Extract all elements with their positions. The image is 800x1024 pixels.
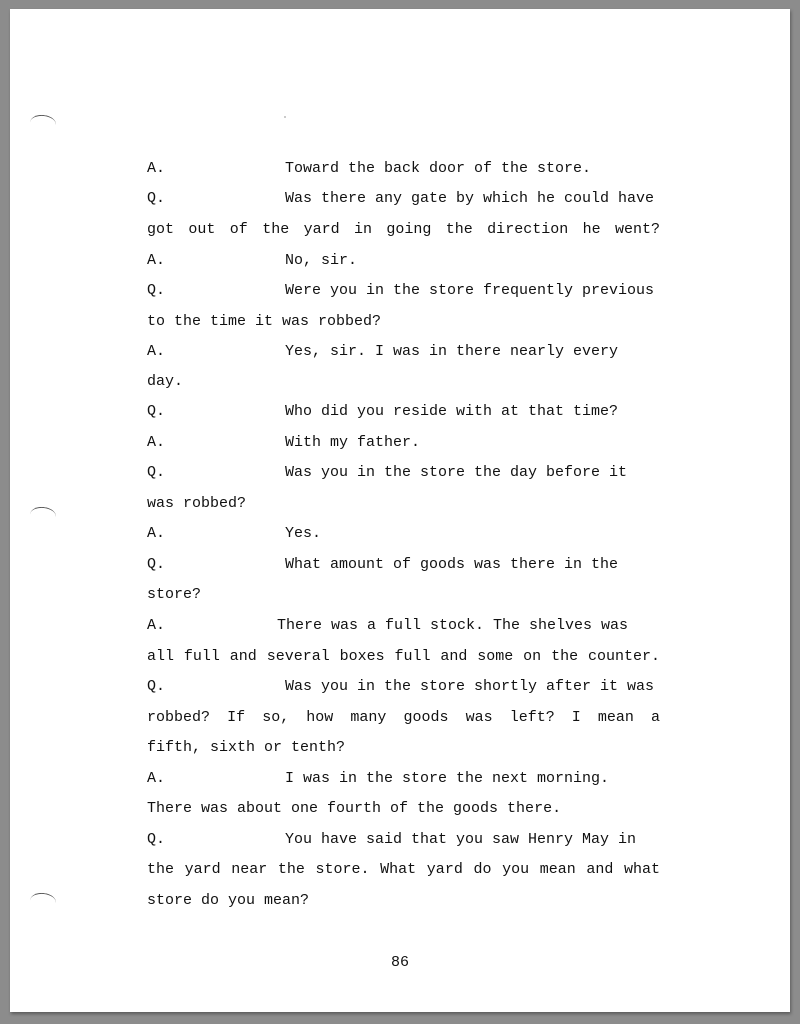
transcript-line	[147, 343, 660, 361]
transcript-line	[147, 525, 660, 543]
line-text: Was you in the store shortly after it was	[285, 678, 655, 695]
line-text: Yes, sir. I was in there nearly every	[285, 343, 619, 360]
speaker-label: A.	[147, 525, 166, 542]
transcript-line	[147, 403, 660, 421]
transcript-line: store?	[147, 586, 202, 603]
speaker-label: A.	[147, 160, 166, 177]
transcript-line: got out of the yard in going the direction he went?	[147, 221, 660, 238]
transcript-line	[147, 831, 660, 849]
speaker-label: Q.	[147, 464, 166, 481]
line-text: Who did you reside with at that time?	[285, 403, 619, 420]
speaker-label: Q.	[147, 190, 166, 207]
transcript-line	[147, 190, 660, 208]
speaker-label: Q.	[147, 678, 166, 695]
transcript-line: to the time it was robbed?	[147, 313, 382, 330]
transcript-line: was robbed?	[147, 495, 247, 512]
transcript-line	[147, 282, 660, 300]
line-text: Was you in the store the day before it	[285, 464, 628, 481]
transcript-line: the yard near the store. What yard do you mean and what	[147, 861, 660, 878]
transcript-line: fifth, sixth or tenth?	[147, 739, 346, 756]
line-text: There was a full stock. The shelves was	[277, 617, 629, 634]
page-number: 86	[390, 954, 409, 971]
line-text: With my father.	[285, 434, 421, 451]
speaker-label: Q.	[147, 831, 166, 848]
line-text: Was there any gate by which he could have	[285, 190, 655, 207]
speaker-label: A.	[147, 770, 166, 787]
line-text: I was in the store the next morning.	[285, 770, 610, 787]
transcript-line: store do you mean?	[147, 892, 310, 909]
transcript-line	[147, 252, 660, 270]
transcript-line	[147, 434, 660, 452]
transcript-line	[147, 160, 660, 178]
transcript-line: all full and several boxes full and some on the counter.	[147, 648, 660, 665]
line-text: Toward the back door of the store.	[285, 160, 592, 177]
document-page	[10, 9, 790, 1012]
transcript-line: There was about one fourth of the goods there.	[147, 800, 562, 817]
speaker-label: Q.	[147, 403, 166, 420]
transcript-line	[147, 464, 660, 482]
speaker-label: A.	[147, 343, 166, 360]
transcript-line: robbed? If so, how many goods was left? I mean a	[147, 709, 660, 726]
transcript-line: day.	[147, 373, 184, 390]
speaker-label: Q.	[147, 556, 166, 573]
transcript-line	[147, 556, 660, 574]
line-text: You have said that you saw Henry May in	[285, 831, 637, 848]
line-text: What amount of goods was there in the	[285, 556, 619, 573]
transcript-line	[147, 678, 660, 696]
transcript-body	[10, 9, 790, 1012]
speaker-label: A.	[147, 434, 166, 451]
line-text: Were you in the store frequently previous	[285, 282, 655, 299]
speaker-label: A.	[147, 617, 166, 634]
speaker-label: A.	[147, 252, 166, 269]
line-text: Yes.	[285, 525, 322, 542]
transcript-line	[147, 617, 660, 635]
speaker-label: Q.	[147, 282, 166, 299]
transcript-line	[147, 770, 660, 788]
line-text: No, sir.	[285, 252, 358, 269]
